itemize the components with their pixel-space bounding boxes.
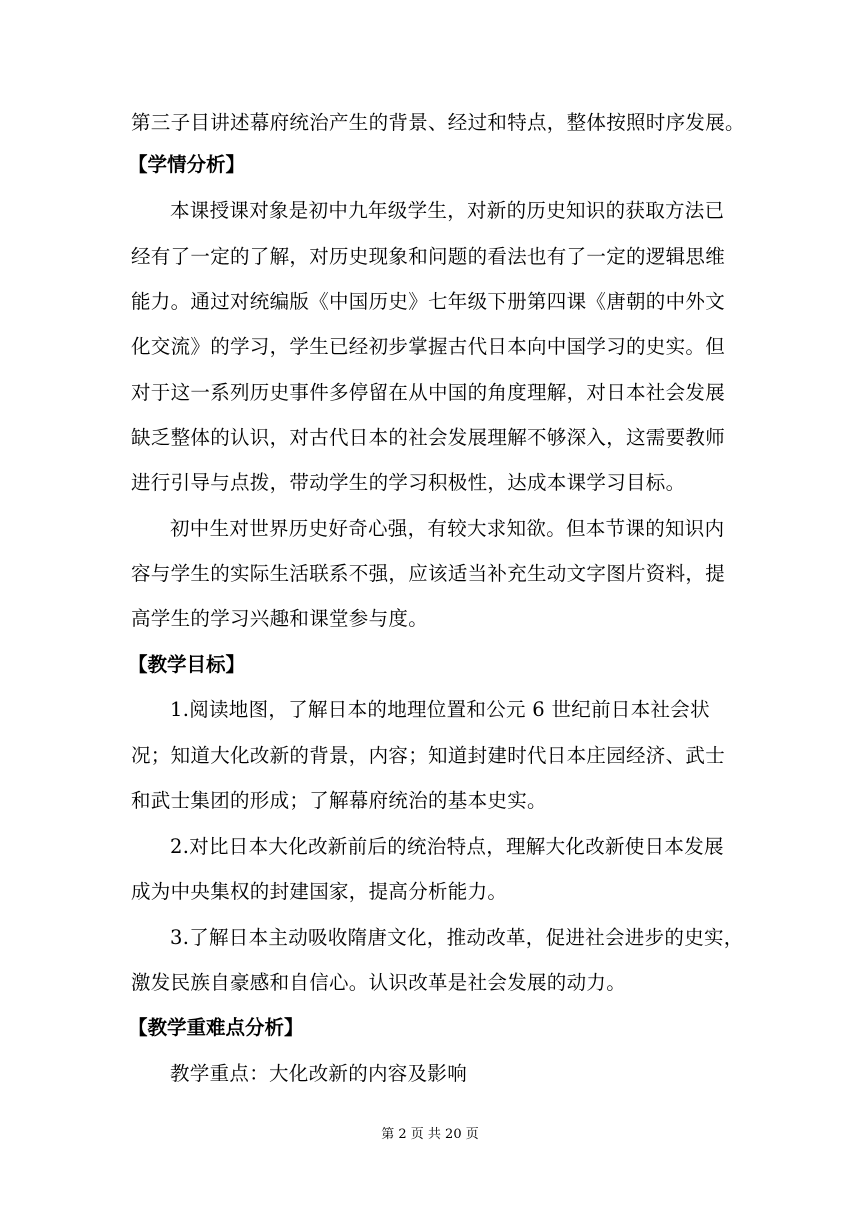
paragraph-line: 对于这一系列历史事件多停留在从中国的角度理解，对日本社会发展 [131,381,726,404]
goal-line: 成为中央集权的封建国家，提高分析能力。 [131,880,508,903]
paragraph-line: 能力。通过对统编版《中国历史》七年级下册第四课《唐朝的中外文 [131,290,726,313]
paragraph-line: 化交流》的学习，学生已经初步掌握古代日本向中国学习的史实。但 [131,335,726,358]
paragraph-line: 经有了一定的了解，对历史现象和问题的看法也有了一定的逻辑思维 [131,245,726,268]
goal-line: 况；知道大化改新的背景，内容；知道封建时代日本庄园经济、武士 [131,744,726,767]
section-heading-key-points: 【教学重难点分析】 [128,1016,304,1039]
section-heading-learner-analysis: 【学情分析】 [128,153,246,176]
key-point-line: 教学重点：大化改新的内容及影响 [170,1062,468,1085]
paragraph-line: 初中生对世界历史好奇心强，有较大求知欲。但本节课的知识内 [170,517,725,540]
section-heading-teaching-goals: 【教学目标】 [128,653,246,676]
goal-line: 3.了解日本主动吸收隋唐文化，推动改革，促进社会进步的史实， [170,926,744,949]
goal-line: 和武士集团的形成；了解幕府统治的基本史实。 [131,789,547,812]
goal-line: 激发民族自豪感和自信心。认识改革是社会发展的动力。 [131,971,627,994]
page-footer: 第 2 页 共 20 页 [381,1127,479,1142]
paragraph-line: 缺乏整体的认识，对古代日本的社会发展理解不够深入，这需要教师 [131,426,726,449]
paragraph-line: 本课授课对象是初中九年级学生，对新的历史知识的获取方法已 [170,199,725,222]
goal-line: 2.对比日本大化改新前后的统治特点，理解大化改新使日本发展 [170,835,724,858]
goal-line: 1.阅读地图，了解日本的地理位置和公元 6 世纪前日本社会状 [170,698,710,721]
paragraph-line: 容与学生的实际生活联系不强，应该适当补充生动文字图片资料，提 [131,562,726,585]
paragraph-line: 高学生的学习兴趣和课堂参与度。 [131,607,429,630]
paragraph-line: 进行引导与点拨，带动学生的学习积极性，达成本课学习目标。 [131,471,686,494]
intro-line: 第三子目讲述幕府统治产生的背景、经过和特点，整体按照时序发展。 [131,111,745,134]
